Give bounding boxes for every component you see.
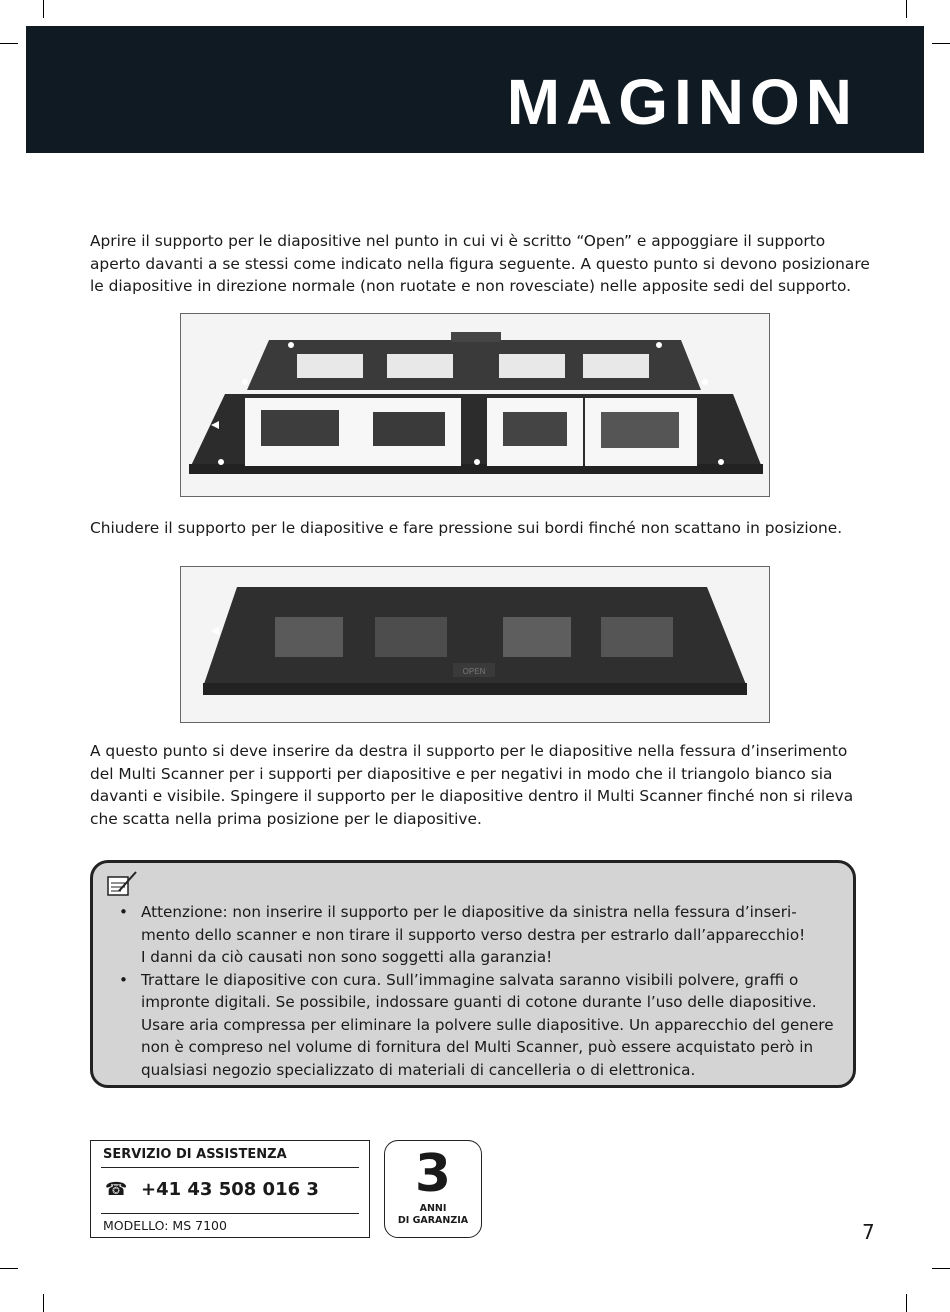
- crop-mark: [0, 43, 18, 44]
- model-number: MODELLO: MS 7100: [103, 1218, 227, 1233]
- text-line: che scatta nella prima posizione per le diapositive.: [90, 809, 482, 828]
- text-line: le diapositive in direzione normale (non ruotate e non rovesciate) nelle apposite sedi del supporto.: [90, 277, 852, 295]
- text-line: impronte digitali. Se possibile, indossare guanti di cotone durante l’uso delle diapositive.: [141, 993, 817, 1011]
- text-line: qualsiasi negozio specializzato di materiali di cancelleria o di elettronica.: [141, 1060, 696, 1079]
- intro-paragraph: [90, 230, 870, 298]
- bullet: •: [119, 970, 128, 989]
- bullet: •: [119, 903, 128, 921]
- warranty-badge: [384, 1140, 482, 1238]
- insert-paragraph: [90, 740, 870, 830]
- service-phone: +41 43 508 016 3: [141, 1179, 319, 1200]
- divider: [101, 1213, 359, 1214]
- closed-holder-illustration: [181, 567, 769, 722]
- warranty-years: 3: [414, 1144, 452, 1204]
- close-holder-paragraph: Chiudere il supporto per le diapositive e fare pressione sui bordi finché non scattano in posizione.: [90, 519, 843, 537]
- warranty-label-2: DI GARANZIA: [397, 1215, 469, 1226]
- open-holder-illustration: [181, 314, 769, 496]
- text-line: del Multi Scanner per i supporti per diapositive e per negativi in modo che il triangolo bianco sia: [90, 764, 833, 783]
- service-title: SERVIZIO DI ASSISTENZA: [103, 1147, 287, 1162]
- crop-mark: [0, 1268, 18, 1269]
- service-box: [90, 1140, 370, 1238]
- list-item: [119, 901, 839, 969]
- phone-icon: ☎: [105, 1179, 128, 1200]
- text-line: davanti e visibile. Spingere il supporto per le diapositive dentro il Multi Scanner finché non si rileva: [90, 787, 854, 805]
- crop-mark: [932, 43, 950, 44]
- page-number: 7: [862, 1220, 875, 1244]
- text-line: Trattare le diapositive con cura. Sull’immagine salvata saranno visibili polvere, graffi o: [141, 970, 799, 989]
- open-label: OPEN: [462, 667, 486, 676]
- text-line: I danni da ciò causati non sono soggetti alla garanzia!: [141, 948, 553, 966]
- warranty-label-1: ANNI: [419, 1203, 447, 1214]
- crop-mark: [43, 0, 44, 18]
- crop-mark: [43, 1294, 44, 1312]
- divider: [101, 1167, 359, 1168]
- crop-mark: [932, 1268, 950, 1269]
- text-line: A questo punto si deve inserire da destra il supporto per le diapositive nella fessura d’inserimento: [90, 742, 848, 760]
- note-box: [90, 860, 856, 1088]
- open-holder-photo: [180, 313, 770, 497]
- page-header: [26, 26, 924, 153]
- note-list: [119, 901, 839, 1081]
- brand-logo: MAGINON: [506, 66, 858, 138]
- text-line: non è compreso nel volume di fornitura del Multi Scanner, può essere acquistato però in: [141, 1038, 814, 1056]
- text-line: Usare aria compressa per eliminare la polvere sulle diapositive. Un apparecchio del genere: [141, 1015, 834, 1034]
- crop-mark: [906, 0, 907, 18]
- text-line: mento dello scanner e non tirare il supporto verso destra per estrarlo dall’apparecchio!: [141, 925, 806, 944]
- text-line: aperto davanti a se stessi come indicato nella figura seguente. A questo punto si devono posizionare: [90, 254, 870, 273]
- text-line: Attenzione: non inserire il supporto per le diapositive da sinistra nella fessura d’inseri-: [141, 903, 797, 921]
- notepad-pencil-icon: [105, 869, 139, 899]
- list-item: [119, 969, 839, 1082]
- crop-mark: [906, 1294, 907, 1312]
- text-line: Aprire il supporto per le diapositive nel punto in cui vi è scritto “Open” e appoggiare il supporto: [90, 232, 826, 250]
- closed-holder-photo: [180, 566, 770, 723]
